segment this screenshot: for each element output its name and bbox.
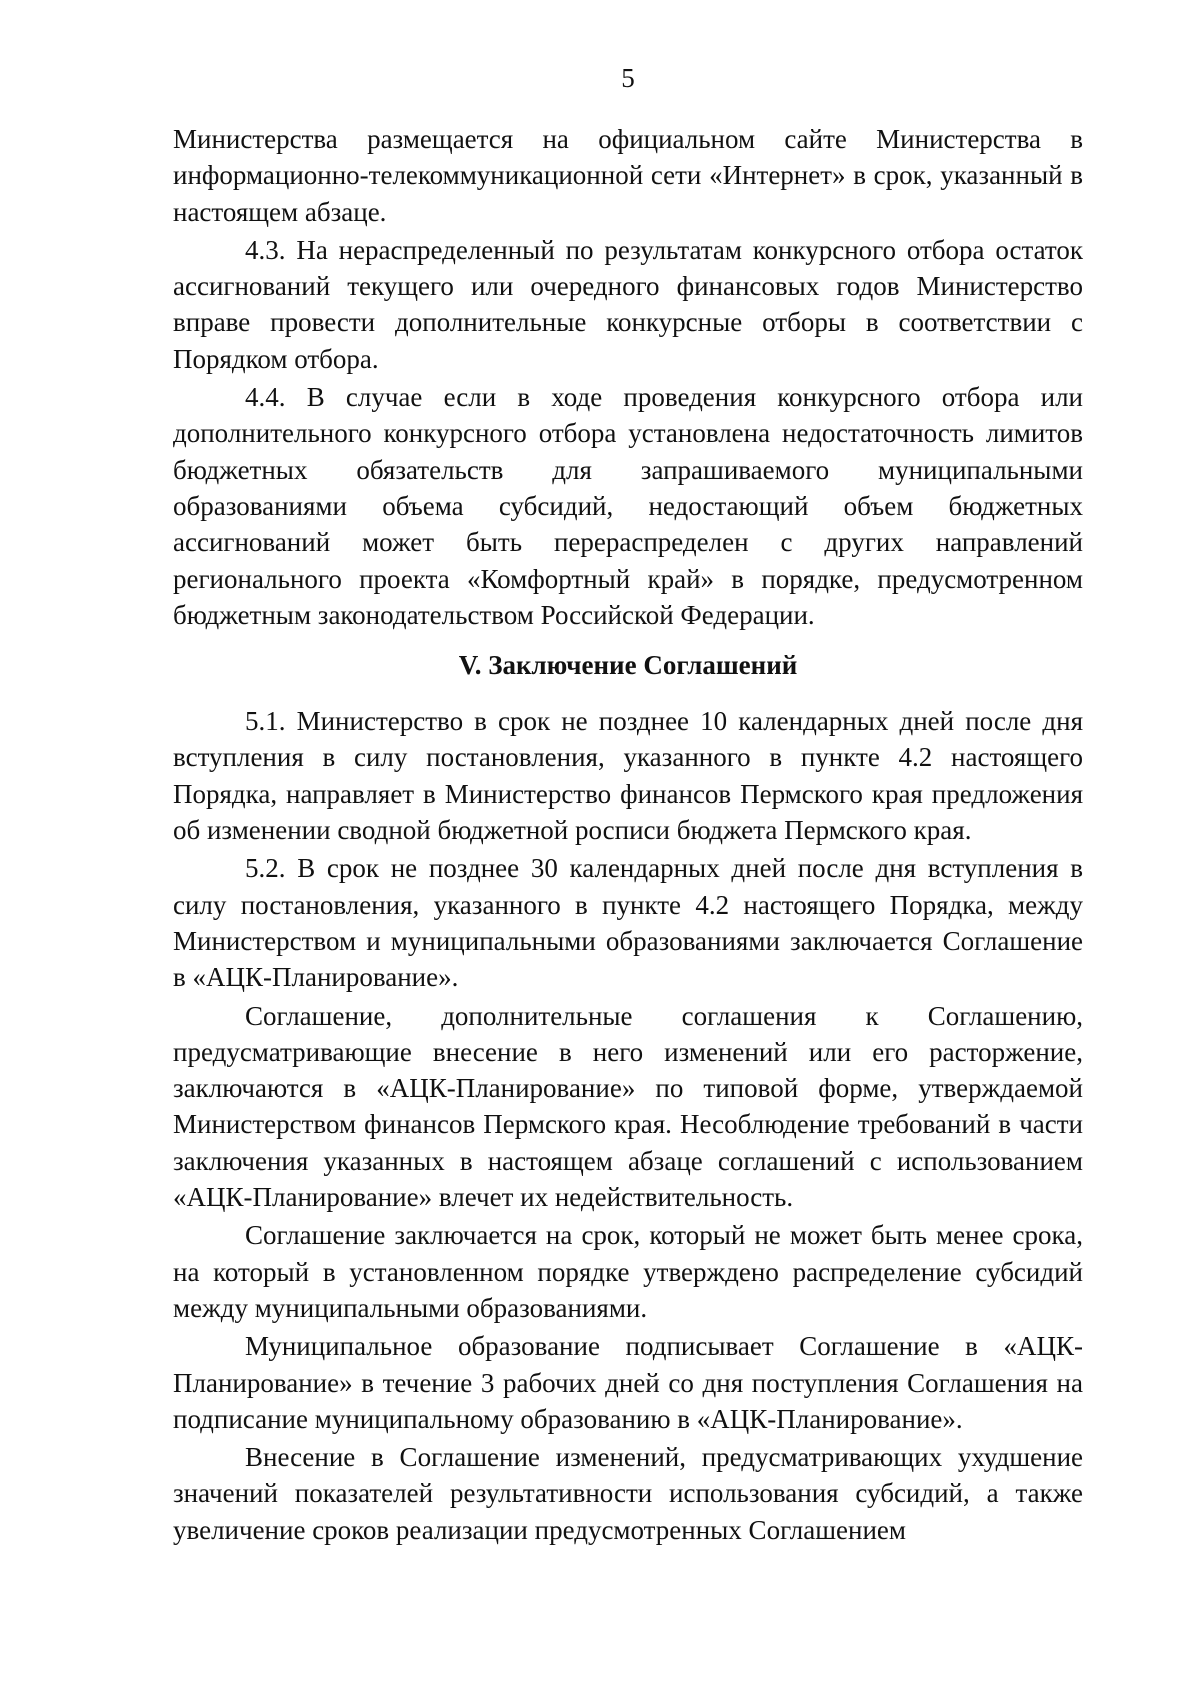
paragraph-amendments: Внесение в Соглашение изменений, предусматривающих ухудшение значений показателей результативности использования субсидий, а также увеличение сроков реализации предусмотренных Соглашением (173, 1442, 1083, 1545)
paragraph-4-4: 4.4. В случае если в ходе проведения конкурсного отбора или дополнительного конкурсного отбора установлена недостаточность лимитов бюджетных обязательств для запрашиваемого муниципальными образованиями объема субсидий, недостающий объем бюджетных ассигнований может быть перераспределен с других направлений регионального проекта «Комфортный край» в порядке, предусмотренном бюджетным законодательством Российской Федерации. (173, 382, 1083, 630)
paragraph-5-2: 5.2. В срок не позднее 30 календарных дней после дня вступления в силу постановления, указанного в пункте 4.2 настоящего Порядка, между Министерством и муниципальными образованиями заключается Соглашение в «АЦК-Планирование». (173, 853, 1083, 993)
paragraph-agreement-term: Соглашение заключается на срок, который не может быть менее срока, на который в установленном порядке утверждено распределение субсидий между муниципальными образованиями. (173, 1220, 1083, 1323)
paragraph-continuation: Министерства размещается на официальном сайте Министерства в информационно-телекоммуникационной сети «Интернет» в срок, указанный в настоящем абзаце. (173, 124, 1083, 227)
paragraph-signing: Муниципальное образование подписывает Соглашение в «АЦК-Планирование» в течение 3 рабочих дней со дня поступления Соглашения на подписание муниципальному образованию в «АЦК-Планирование». (173, 1331, 1083, 1434)
section-heading: V. Заключение Соглашений (458, 650, 798, 681)
paragraph-agreements-form: Соглашение, дополнительные соглашения к Соглашению, предусматривающие внесение в него изменений или его расторжение, заключаются в «АЦК-Планирование» по типовой форме, утверждаемой Министерством финансов Пермского края. Несоблюдение требований в части заключения указанных в настоящем абзаце соглашений с использованием «АЦК-Планирование» влечет их недействительность. (173, 1000, 1083, 1213)
paragraph-4-3: 4.3. На нераспределенный по результатам конкурсного отбора остаток ассигнований текущего или очередного финансовых годов Министерство вправе провести дополнительные конкурсные отборы в соответствии с Порядком отбора. (173, 234, 1083, 374)
page-number: 5 (621, 63, 635, 93)
paragraph-5-1: 5.1. Министерство в срок не позднее 10 календарных дней после дня вступления в силу постановления, указанного в пункте 4.2 настоящего Порядка, направляет в Министерство финансов Пермского края предложения об изменении сводной бюджетной росписи бюджета Пермского края. (173, 706, 1083, 846)
document-body (173, 121, 1083, 1548)
